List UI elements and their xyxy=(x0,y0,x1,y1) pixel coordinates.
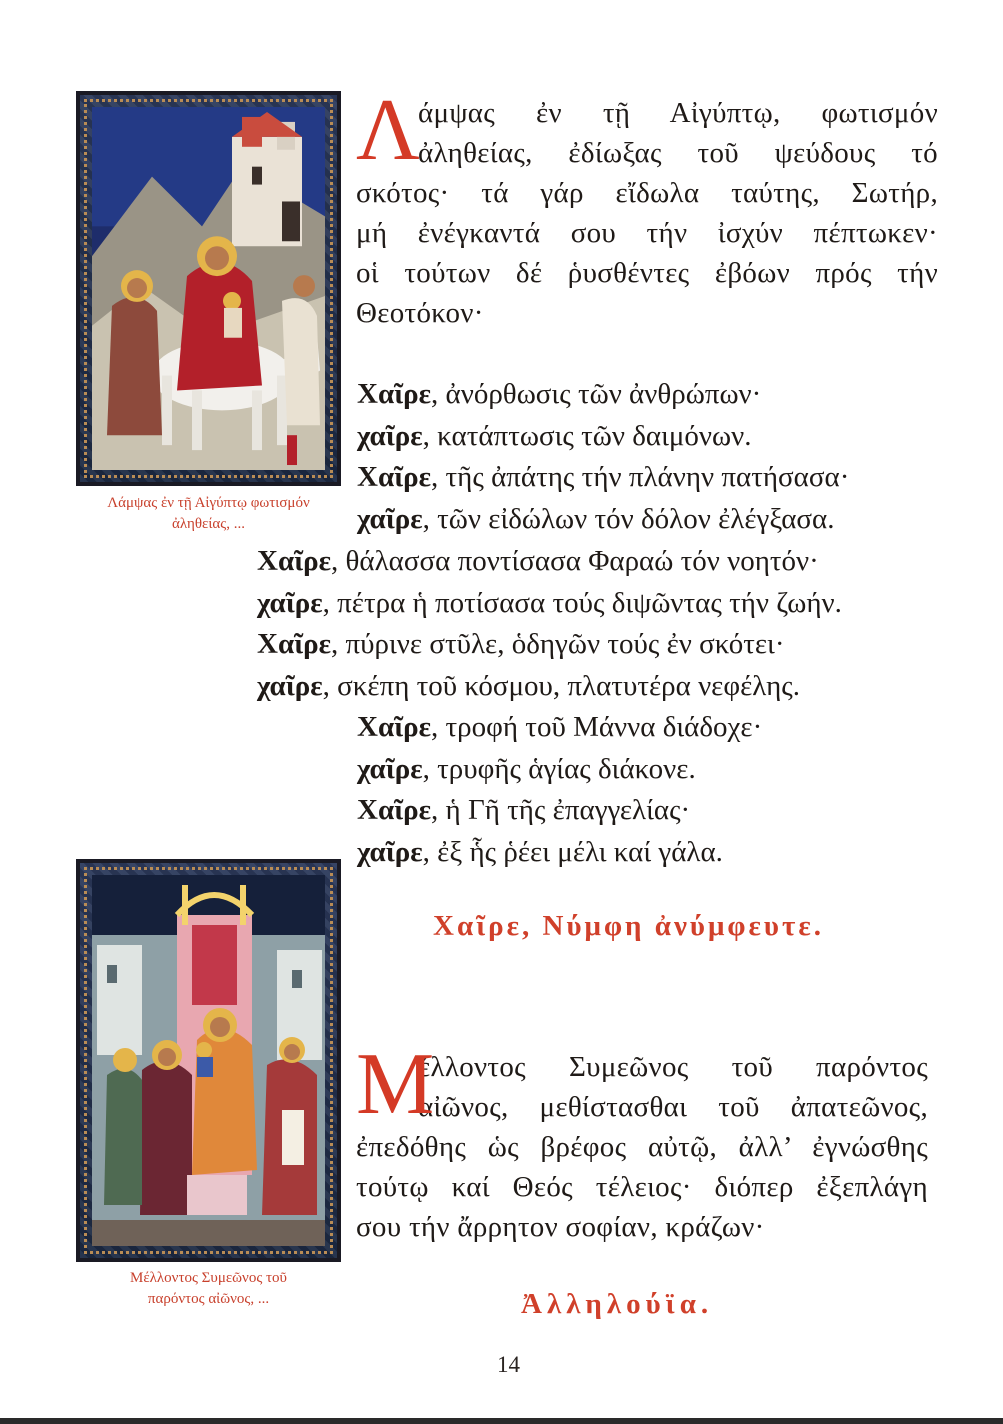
flight-into-egypt-icon xyxy=(76,91,341,486)
stanza-lambda xyxy=(356,82,938,333)
chaire-text: , πέτρα ἡ ποτίσασα τούς διψῶντας τήν ζωήν. xyxy=(322,586,842,619)
page-bottom-edge xyxy=(0,1418,1003,1424)
stanza-line: σκότος· τά γάρ εἴδωλα ταύτης, Σωτήρ, xyxy=(356,177,938,209)
presentation-of-christ-icon xyxy=(76,859,341,1262)
stanza-line: άμψας ἐν τῇ Αἰγύπτῳ, φωτισμόν xyxy=(418,97,938,129)
chaire-text: , κατάπτωσις τῶν δαιμόνων. xyxy=(422,419,752,452)
drop-cap: Μ xyxy=(356,1036,435,1133)
chaire-word: Χαῖρε xyxy=(257,545,332,577)
stanza-line: σου τήν ἄρρητον σοφίαν, κράζων· xyxy=(356,1211,765,1243)
chaire-word: χαῖρε xyxy=(257,669,323,702)
chaire-line xyxy=(357,790,762,832)
chaire-line xyxy=(257,666,842,708)
icon-caption xyxy=(76,1268,341,1310)
stanza-line: έλλοντος Συμεῶνος τοῦ παρόντος xyxy=(418,1051,928,1083)
chaire-text: , ἀνόρθωσις τῶν ἀνθρώπων· xyxy=(431,378,762,410)
caption-line: Λάμψας ἐν τῇ Αἰγύπτῳ φωτισμόν xyxy=(107,495,310,511)
stanza-line: μή ἐνέγκαντά σου τήν ἰσχύν πέπτωκεν· xyxy=(356,217,938,249)
chaire-line xyxy=(357,457,849,499)
caption-line: Μέλλοντος Συμεῶνος τοῦ xyxy=(130,1270,287,1286)
refrain-nymfi: Χαῖρε, Νύμφη ἀνύμφευτε. xyxy=(433,910,824,942)
chaire-line xyxy=(357,499,849,541)
chaire-word: χαῖρε xyxy=(357,419,423,452)
chaire-word: Χαῖρε xyxy=(257,628,332,660)
chaire-text: , πύρινε στῦλε, ὁδηγῶν τούς ἐν σκότει· xyxy=(331,628,785,660)
chaire-word: χαῖρε xyxy=(357,502,423,535)
chaire-line xyxy=(257,541,842,583)
chaire-word: χαῖρε xyxy=(257,586,323,619)
chaire-word: χαῖρε xyxy=(357,752,423,785)
chaire-block xyxy=(357,374,849,540)
icon-image xyxy=(92,107,325,470)
chaire-word: Χαῖρε xyxy=(357,794,432,826)
caption-line: ἀληθείας, ... xyxy=(172,516,245,532)
chaire-line xyxy=(357,707,762,749)
chaire-text: , ἐξ ἧς ῥέει μέλι καί γάλα. xyxy=(422,835,723,868)
chaire-line xyxy=(257,624,842,666)
chaire-block xyxy=(257,541,842,707)
chaire-word: Χαῖρε xyxy=(357,378,432,410)
stanza-line: ἀληθείας, ἐδίωξας τοῦ ψεύδους τό xyxy=(418,137,938,169)
chaire-line xyxy=(257,583,842,625)
chaire-text: , θάλασσα ποντίσασα Φαραώ τόν νοητόν· xyxy=(331,545,819,577)
stanza-line: τούτῳ καί Θεός τέλειος· διόπερ ἐξεπλάγη xyxy=(356,1171,928,1203)
chaire-line xyxy=(357,374,849,416)
refrain-alleluia: Ἀλληλούϊα. xyxy=(521,1288,714,1320)
stanza-line: ἐπεδόθης ὡς βρέφος αὐτῷ, ἀλλ’ ἐγνώσθης xyxy=(356,1131,928,1163)
icon-image xyxy=(92,875,325,1246)
chaire-line xyxy=(357,832,762,874)
chaire-block xyxy=(357,707,762,873)
chaire-word: Χαῖρε xyxy=(357,711,432,743)
chaire-line xyxy=(357,416,849,458)
stanza-line: οἱ τούτων δέ ῥυσθέντες ἐβόων πρός τήν xyxy=(356,257,938,289)
drop-cap: Λ xyxy=(356,82,421,179)
chaire-word: χαῖρε xyxy=(357,835,423,868)
chaire-text: , τρυφῆς ἁγίας διάκονε. xyxy=(422,752,696,785)
stanza-line: αἰῶνος, μεθίστασθαι τοῦ ἀπατεῶνος, xyxy=(418,1091,928,1123)
chaire-word: Χαῖρε xyxy=(357,461,432,493)
chaire-line xyxy=(357,749,762,791)
chaire-text: , τῆς ἀπάτης τήν πλάνην πατήσασα· xyxy=(431,461,850,493)
chaire-text: , τροφή τοῦ Μάννα διάδοχε· xyxy=(431,711,763,743)
page-number: 14 xyxy=(497,1352,520,1377)
stanza-line: Θεοτόκον· xyxy=(356,297,484,329)
chaire-text: , σκέπη τοῦ κόσμου, πλατυτέρα νεφέλης. xyxy=(322,669,800,702)
icon-caption xyxy=(76,493,341,535)
chaire-text: , ἡ Γῆ τῆς ἐπαγγελίας· xyxy=(431,794,691,826)
chaire-text: , τῶν εἰδώλων τόν δόλον ἐλέγξασα. xyxy=(422,502,835,535)
caption-line: παρόντος αἰῶνος, ... xyxy=(147,1291,270,1307)
stanza-mi xyxy=(356,1036,928,1247)
